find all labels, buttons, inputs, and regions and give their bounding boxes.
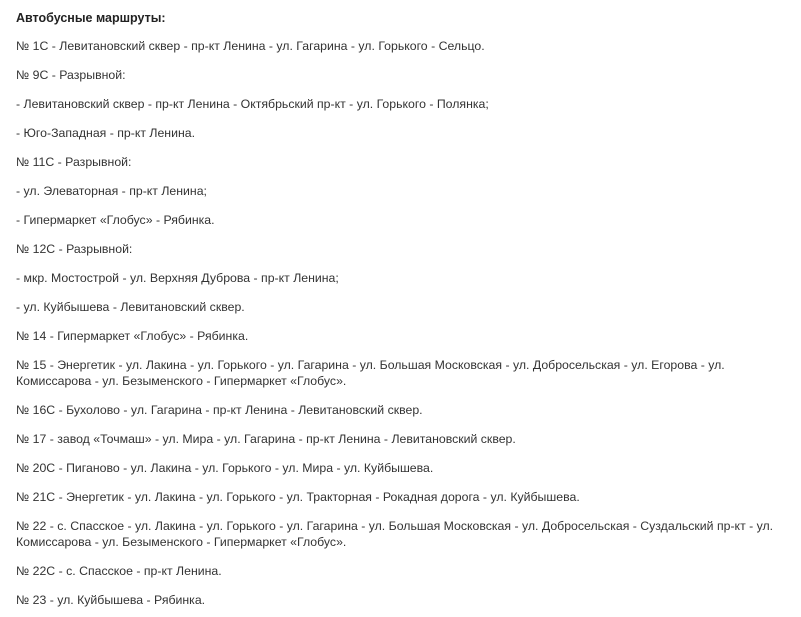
route-line: № 21С - Энергетик - ул. Лакина - ул. Горького - ул. Тракторная - Рокадная дорога - ул. Куйбышева. (16, 490, 580, 504)
route-line: № 22 - с. Спасское - ул. Лакина - ул. Горького - ул. Гагарина - ул. Большая Московская - ул. Добросельская - Суздальский пр-кт - ул. Комиссарова - ул. Безыменского - Гипермаркет «Глобус». (16, 519, 774, 549)
route-line: № 11С - Разрывной: (16, 155, 132, 169)
route-line: № 15 - Энергетик - ул. Лакина - ул. Горького - ул. Гагарина - ул. Большая Московская - ул. Добросельская - ул. Егорова - ул. Комиссарова - ул. Безыменского - Гипермаркет «Глобус». (16, 358, 725, 388)
route-line: № 22С - с. Спасское - пр-кт Ленина. (16, 564, 222, 578)
route-line: № 17 - завод «Точмаш» - ул. Мира - ул. Гагарина - пр-кт Ленина - Левитановский сквер. (16, 432, 516, 446)
route-line: № 23 - ул. Куйбышева - Рябинка. (16, 593, 206, 607)
route-line: - ул. Куйбышева - Левитановский сквер. (16, 300, 245, 314)
route-line: - Гипермаркет «Глобус» - Рябинка. (16, 213, 215, 227)
route-line: - Левитановский сквер - пр-кт Ленина - Октябрьский пр-кт - ул. Горького - Полянка; (16, 97, 489, 111)
route-line: - ул. Элеваторная - пр-кт Ленина; (16, 184, 207, 198)
route-line: № 12С - Разрывной: (16, 242, 133, 256)
route-line: - мкр. Мостострой - ул. Верхняя Дуброва - пр-кт Ленина; (16, 271, 339, 285)
route-line: № 9С - Разрывной: (16, 68, 126, 82)
route-line: № 20С - Пиганово - ул. Лакина - ул. Горького - ул. Мира - ул. Куйбышева. (16, 461, 434, 475)
page-title: Автобусные маршруты: (16, 11, 166, 25)
route-line: № 14 - Гипермаркет «Глобус» - Рябинка. (16, 329, 249, 343)
route-line: № 16С - Бухолово - ул. Гагарина - пр-кт Ленина - Левитановский сквер. (16, 403, 423, 417)
route-line: № 1С - Левитановский сквер - пр-кт Ленина - ул. Гагарина - ул. Горького - Сельцо. (16, 39, 485, 53)
route-line: - Юго-Западная - пр-кт Ленина. (16, 126, 196, 140)
